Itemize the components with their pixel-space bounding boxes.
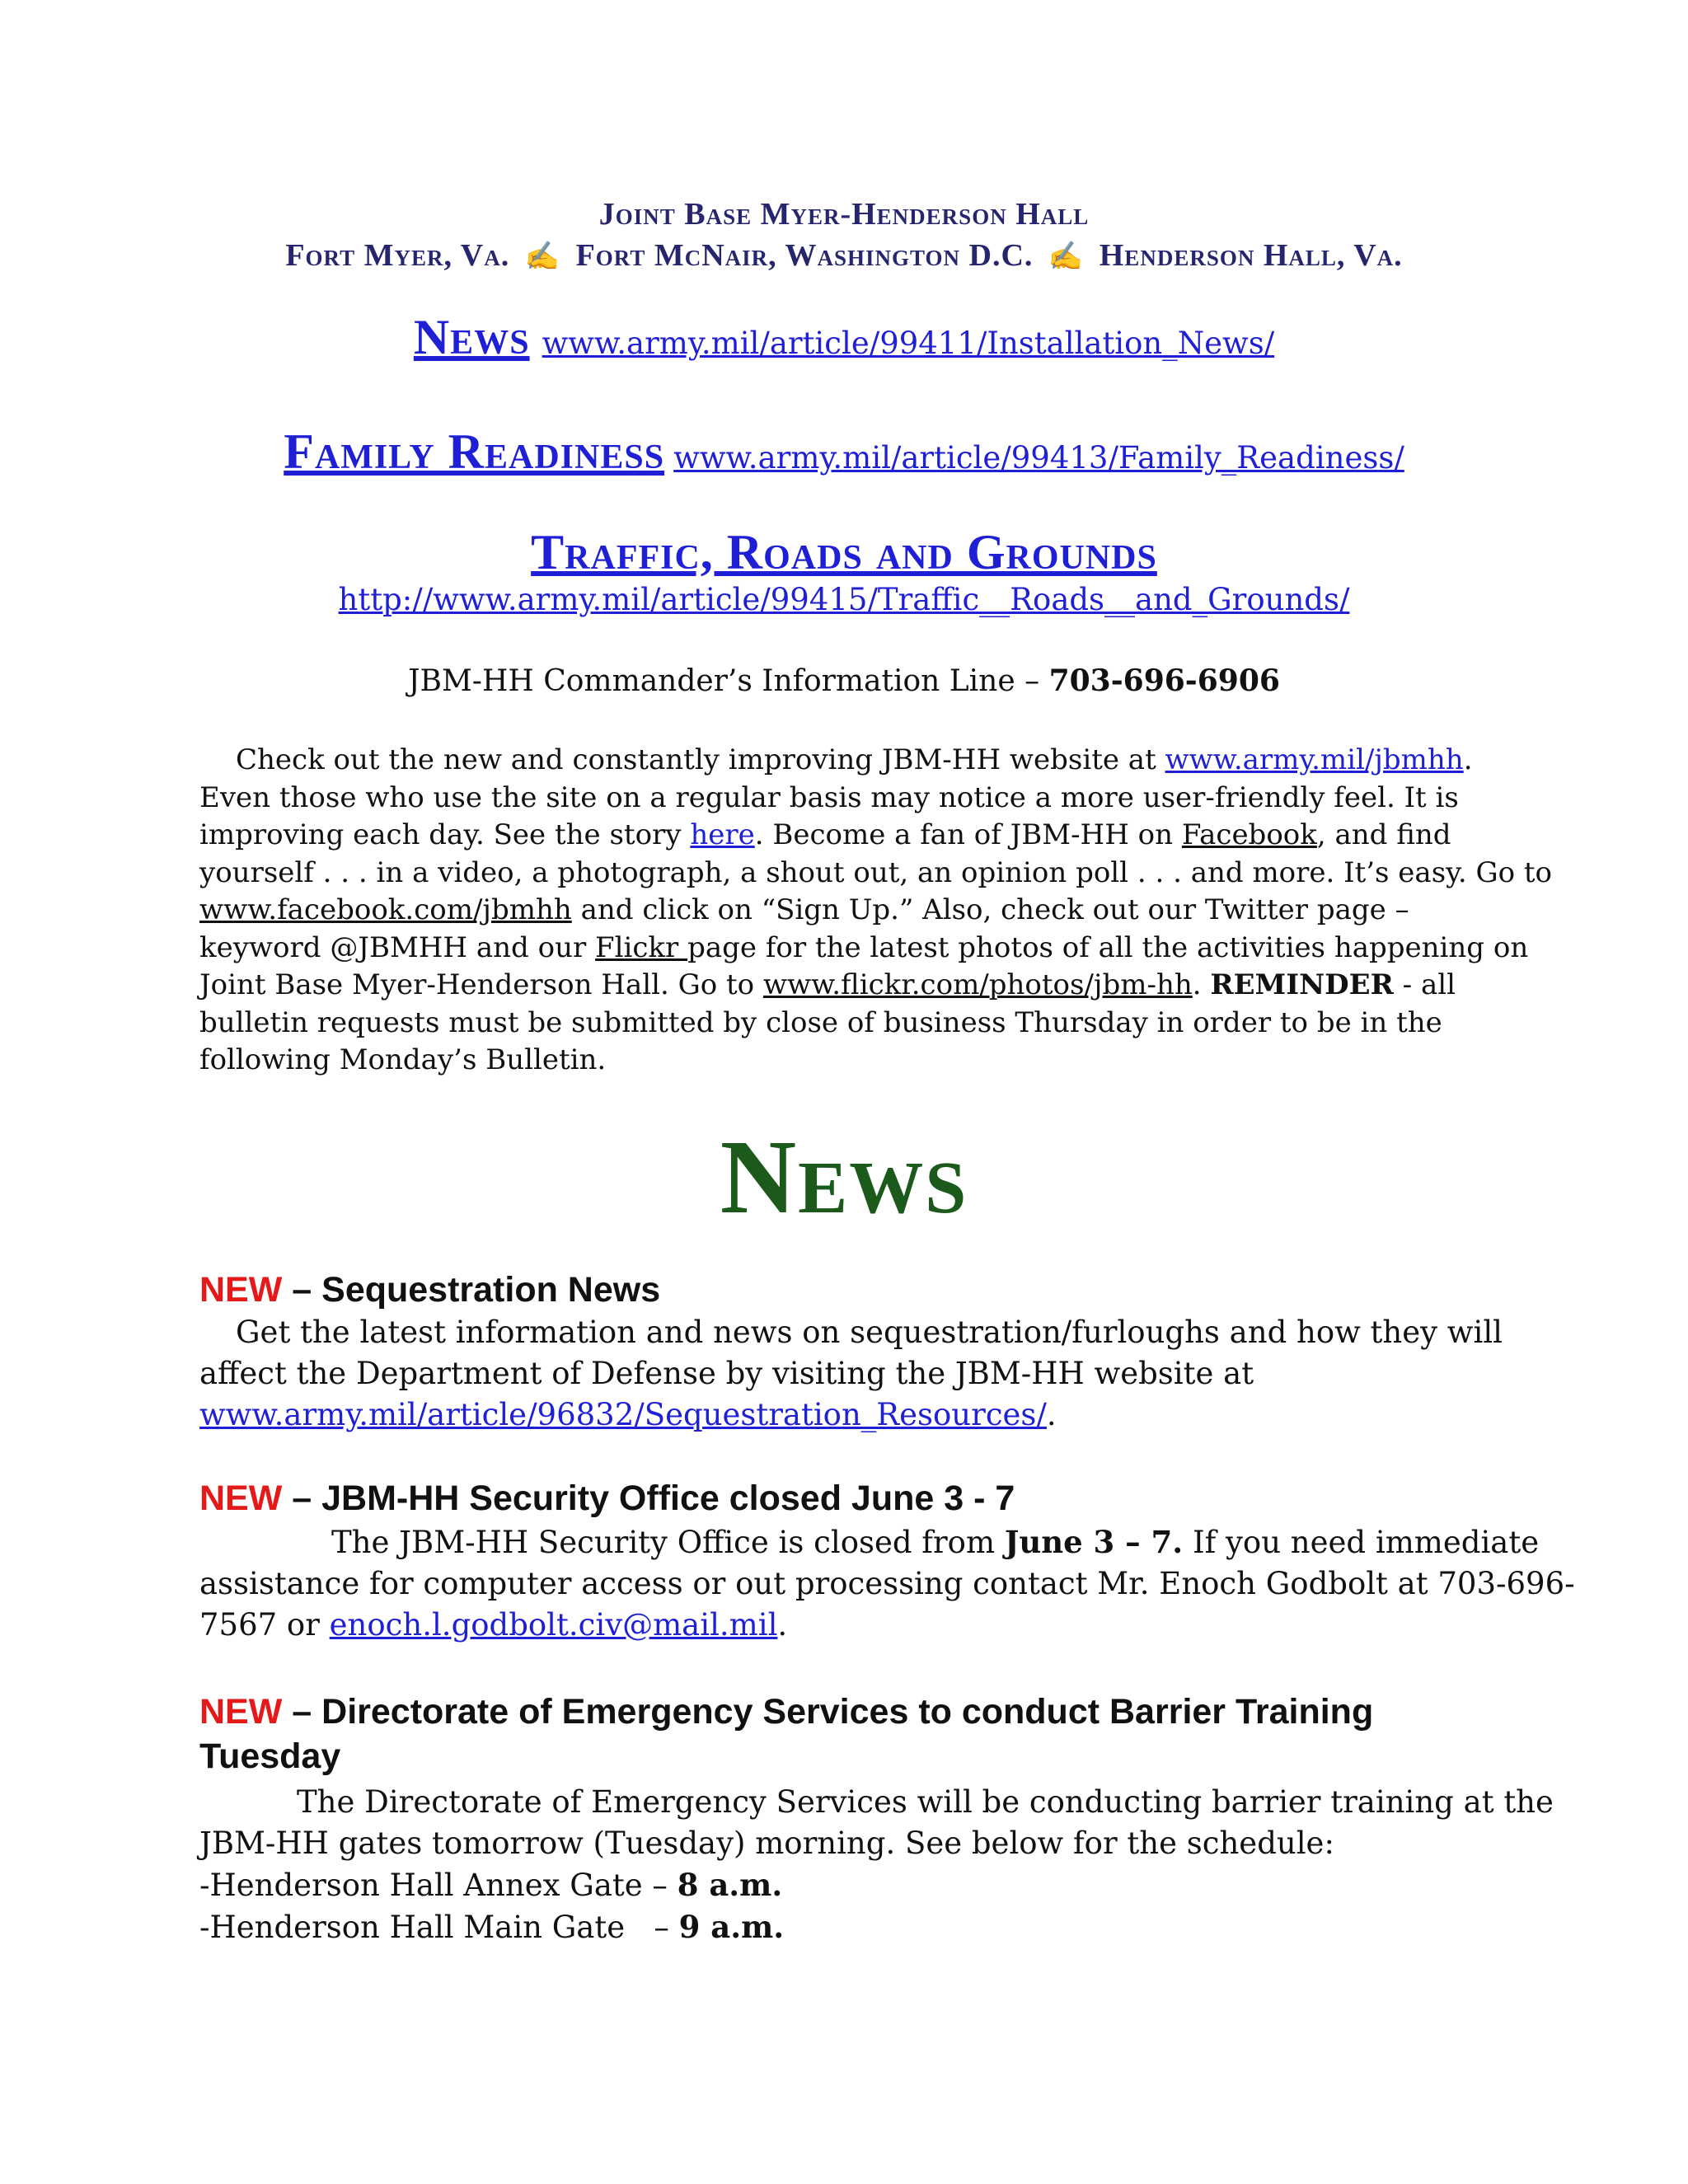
intro-line-7: Joint Base Myer-Henderson Hall. Go to www.flickr.com/photos/jbm-hh. REMINDER - all bbox=[199, 968, 1456, 1001]
new-tag: NEW bbox=[199, 1692, 283, 1732]
sequestration-resources-link[interactable]: www.army.mil/article/96832/Sequestration_Resources/ bbox=[199, 1397, 1047, 1432]
family-readiness-row bbox=[0, 424, 1688, 480]
traffic-url-link[interactable]: http://www.army.mil/article/99415/Traffic__Roads__and_Grounds/ bbox=[338, 582, 1350, 617]
base-locations bbox=[0, 237, 1688, 274]
godbolt-email-link[interactable]: enoch.l.godbolt.civ@mail.mil bbox=[329, 1607, 778, 1643]
intro-line-6: keyword @JBMHH and our Flickr page for the latest photos of all the activities happening on bbox=[199, 930, 1529, 964]
item-sequestration-body: Get the latest information and news on sequestration/furloughs and how they will affect the Department of Defense by visiting the JBM-HH website at www.army.mil/article/96832/Sequestration_Resources/. bbox=[199, 1315, 1503, 1432]
flickr-link[interactable]: Flickr bbox=[595, 930, 688, 964]
facebook-link[interactable]: Facebook bbox=[1181, 818, 1317, 851]
quill-icon: ✍ bbox=[1048, 241, 1085, 272]
family-readiness-link[interactable]: Family Readiness bbox=[284, 424, 665, 479]
new-tag: NEW bbox=[199, 1479, 283, 1518]
traffic-roads-grounds-link[interactable]: Traffic, Roads and Grounds bbox=[531, 525, 1157, 579]
news-heading: News bbox=[720, 1118, 968, 1235]
facebook-url-link[interactable]: www.facebook.com/jbmhh bbox=[199, 893, 572, 926]
intro-line-1: Check out the new and constantly improving JBM-HH website at www.army.mil/jbmhh. bbox=[236, 743, 1473, 776]
intro-line-2: Even those who use the site on a regular basis may notice a more user-friendly feel. It is bbox=[199, 780, 1459, 814]
flickr-url-link[interactable]: www.flickr.com/photos/jbm-hh bbox=[762, 968, 1193, 1001]
traffic-row bbox=[0, 524, 1688, 581]
intro-line-9: following Monday’s Bulletin. bbox=[199, 1043, 607, 1076]
item-security-office-body: The JBM-HH Security Office is closed from June 3 – 7. If you need immediate assistance for computer access or out processing contact Mr. Enoch Godbolt at 703-696- 7567 or enoch.l.godbolt.civ@mail.mil. bbox=[199, 1524, 1575, 1643]
location-fort-mcnair: Fort McNair, Washington D.C. bbox=[575, 238, 1034, 273]
item-sequestration-title: NEW – Sequestration News bbox=[199, 1270, 661, 1310]
news-link-row bbox=[0, 309, 1688, 366]
commander-info-line bbox=[0, 663, 1688, 698]
schedule-main-gate: -Henderson Hall Main Gate – 9 a.m. bbox=[199, 1909, 785, 1945]
location-fort-myer: Fort Myer, Va. bbox=[285, 238, 510, 273]
new-tag: NEW bbox=[199, 1270, 283, 1310]
base-title-text: Joint Base Myer-Henderson Hall bbox=[598, 197, 1090, 232]
traffic-url-row bbox=[0, 582, 1688, 617]
intro-line-5: www.facebook.com/jbmhh and click on “Sign Up.” Also, check out our Twitter page – bbox=[199, 893, 1409, 926]
item-barrier-training-body: The Directorate of Emergency Services will be conducting barrier training at the JBM-HH gates tomorrow (Tuesday) morning. See below for the schedule: -Henderson Hall Annex Gate – 8 a.m. -Henderson Hall Main Gate – 9 a.m. bbox=[199, 1782, 1502, 1948]
news-section-link[interactable]: News bbox=[413, 310, 530, 364]
quill-icon: ✍ bbox=[524, 241, 561, 272]
info-line-phone: 703-696-6906 bbox=[1048, 663, 1280, 698]
news-url-link[interactable]: www.army.mil/article/99411/Installation_News/ bbox=[542, 326, 1275, 361]
intro-line-3: improving each day. See the story here. Become a fan of JBM-HH on Facebook, and find bbox=[199, 818, 1451, 851]
intro-line-8: bulletin requests must be submitted by close of business Thursday in order to be in the bbox=[199, 1005, 1442, 1039]
item-barrier-training-title: NEW – Directorate of Emergency Services to conduct Barrier Training Tuesday bbox=[199, 1692, 1374, 1776]
item-security-office-title: NEW – JBM-HH Security Office closed June 3 - 7 bbox=[199, 1479, 1015, 1518]
location-henderson-hall: Henderson Hall, Va. bbox=[1099, 238, 1403, 273]
story-here-link[interactable]: here bbox=[690, 818, 755, 851]
intro-paragraph bbox=[199, 742, 1553, 1080]
jbmhh-website-link[interactable]: www.army.mil/jbmhh bbox=[1165, 743, 1464, 776]
intro-line-4: yourself . . . in a video, a photograph, a shout out, an opinion poll . . . and more. It’s easy. Go to bbox=[199, 855, 1553, 889]
base-title bbox=[0, 196, 1688, 232]
schedule-annex-gate: -Henderson Hall Annex Gate – 8 a.m. bbox=[199, 1867, 783, 1903]
reminder-label: REMINDER bbox=[1210, 968, 1394, 1001]
family-readiness-url-link[interactable]: www.army.mil/article/99413/Family_Readiness/ bbox=[673, 440, 1404, 476]
info-line-text: JBM-HH Commander’s Information Line – bbox=[408, 664, 1049, 698]
